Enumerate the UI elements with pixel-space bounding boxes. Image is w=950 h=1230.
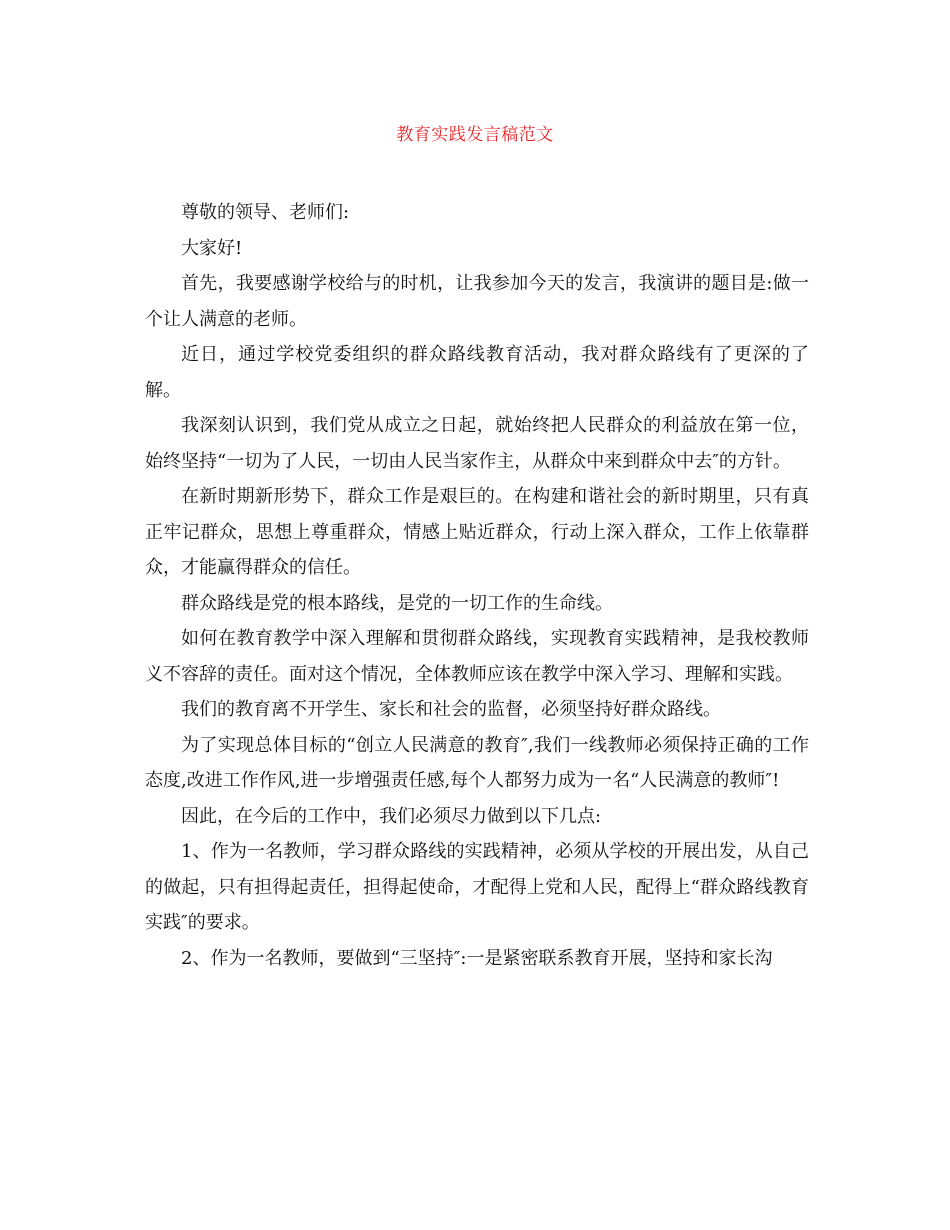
document-title: 教育实践发言稿范文	[396, 125, 554, 145]
paragraph: 因此，在今后的工作中，我们必须尽力做到以下几点:	[181, 805, 602, 827]
paragraph: 我深刻认识到，我们党从成立之日起，就始终把人民群众的利益放在第一位，始终坚持“一切为了人民，一切由人民当家作主，从群众中来到群众中去″的方针。	[145, 415, 809, 472]
paragraph-salutation: 尊敬的领导、老师们:	[181, 202, 350, 223]
paragraph-greeting: 大家好!	[181, 237, 243, 259]
paragraph: 群众路线是党的根本路线，是党的一切工作的生命线。	[181, 592, 613, 614]
paragraph: 首先，我要感谢学校给与的时机，让我参加今天的发言，我演讲的题目是:做一个让人满意的老师。	[145, 273, 809, 330]
document-body	[145, 195, 809, 976]
paragraph: 近日，通过学校党委组织的群众路线教育活动，我对群众路线有了更深的了解。	[145, 344, 809, 401]
paragraph: 在新时期新形势下，群众工作是艰巨的。在构建和谐社会的新时期里，只有真正牢记群众，思想上尊重群众，情感上贴近群众，行动上深入群众，工作上依靠群众，才能赢得群众的信任。	[145, 486, 809, 578]
paragraph: 如何在教育教学中深入理解和贯彻群众路线，实现教育实践精神，是我校教师义不容辞的责任。面对这个情况，全体教师应该在教学中深入学习、理解和实践。	[145, 628, 809, 685]
paragraph: 我们的教育离不开学生、家长和社会的监督，必须坚持好群众路线。	[181, 699, 721, 720]
paragraph: 为了实现总体目标的“创立人民满意的教育″,我们一线教师必须保持正确的工作态度,改进工作作风,进一步增强责任感,每个人都努力成为一名“人民满意的教师″!	[145, 734, 809, 791]
paragraph-list-item: 1、作为一名教师，学习群众路线的实践精神，必须从学校的开展出发，从自己的做起，只有担得起责任，担得起使命，才配得上党和人民，配得上“群众路线教育实践″的要求。	[145, 841, 809, 933]
paragraph-list-item: 2、作为一名教师，要做到“三坚持″:一是紧密联系教育开展，坚持和家长沟	[181, 947, 773, 969]
